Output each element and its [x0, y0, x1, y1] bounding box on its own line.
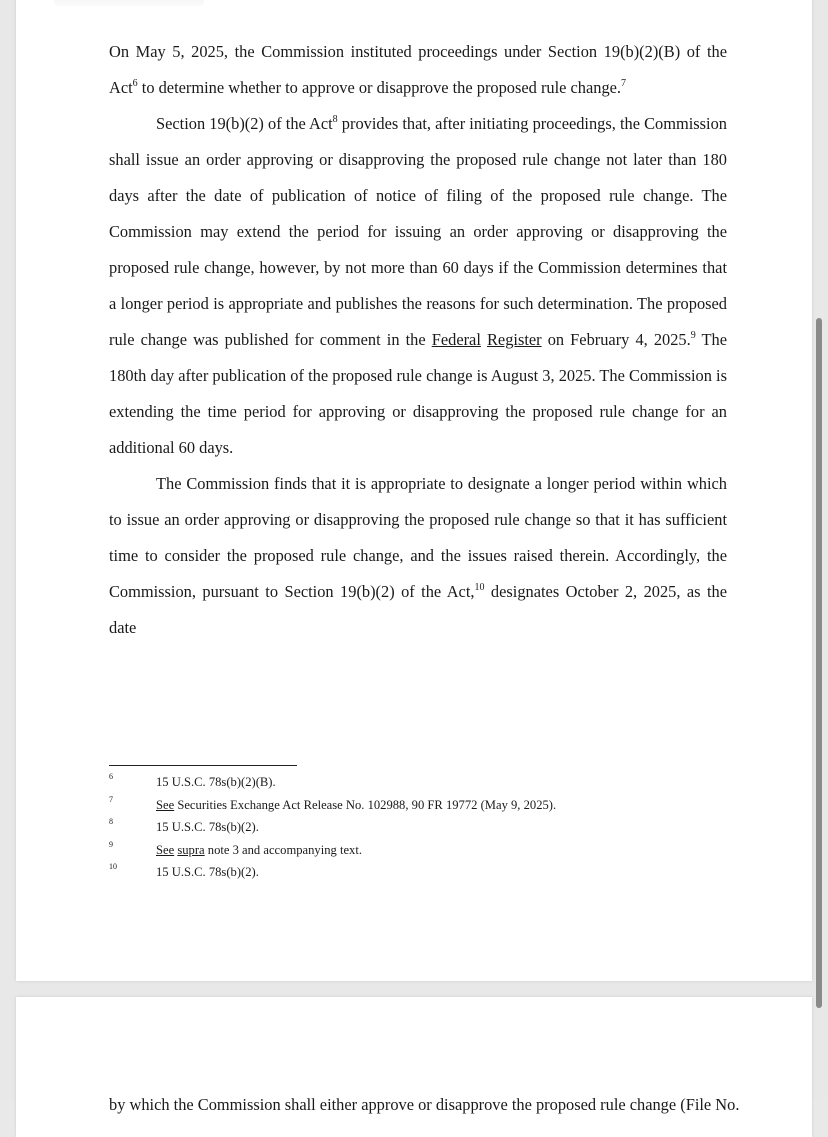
register-word: Register — [486, 330, 542, 349]
footnote-text: 15 U.S.C. 78s(b)(2)(B). — [156, 775, 276, 789]
text-run: note 3 and accompanying text. — [204, 842, 362, 857]
text-run: Securities Exchange Act Release No. 102988, 90 FR 19772 (May 9, 2025). — [174, 797, 557, 812]
text-run: to determine whether to approve or disapprove the proposed rule change. — [137, 78, 622, 97]
see-signal: See — [156, 842, 175, 857]
footnote-text: 15 U.S.C. 78s(b)(2). — [156, 865, 259, 880]
scrollbar-thumb[interactable] — [816, 318, 822, 1008]
footnotes — [109, 771, 749, 884]
text-run: The Commission finds that it is appropriate to designate a longer period within which to issue an order approving or disapproving the proposed rule change so that it has sufficient time to consider the proposed rule change, and the issues raised therein. Accordingly, the Commission, pursuant to Section 19(b)(2) of the Act, — [109, 474, 727, 601]
footnote-number: 6 — [109, 772, 113, 781]
text-run: Section 19(b)(2) of the Act — [156, 114, 333, 133]
next-document-page — [16, 997, 812, 1137]
text-run: on February 4, 2025. — [541, 330, 691, 349]
footnote-ref-10[interactable]: 10 — [474, 582, 485, 593]
footnote-ref-6[interactable]: 6 — [132, 78, 138, 89]
footnote-text — [156, 794, 556, 816]
footnote-ref-8[interactable]: 8 — [332, 114, 338, 125]
next-page-text: by which the Commission shall either approve or disapprove the proposed rule change (File No. — [109, 1095, 740, 1114]
text-run: provides that, after initiating proceedings, the Commission shall issue an order approving or disapproving the proposed rule change not later than 180 days after the date of publication of notice of filing of the proposed rule change. The Commission may extend the period for issuing an order approving or disapproving the proposed rule change, however, by not more than 60 days if the Commission determines that a longer period is appropriate and publishes the reasons for such determination. The proposed rule change was published for comment in the — [109, 114, 727, 349]
paragraph-3 — [109, 466, 727, 646]
footnote-text — [156, 839, 362, 861]
federal-word: Federal — [431, 330, 481, 349]
text-run: designates October 2, 2025, as the date — [109, 582, 727, 637]
document-page — [16, 0, 812, 981]
footnote-ref-7[interactable]: 7 — [621, 78, 627, 89]
footnote-7 — [109, 794, 749, 817]
footnote-9 — [109, 839, 749, 862]
text-run: The 180th day after publication of the proposed rule change is August 3, 2025. The Commission is extending the time period for approving or disapproving the proposed rule change for an additional 60 days. — [109, 330, 727, 457]
body-text — [109, 34, 727, 646]
text-run: On May 5, 2025, the Commission instituted proceedings under Section 19(b)(2)(B) of the Act — [109, 42, 727, 97]
footnote-number: 9 — [109, 839, 113, 849]
see-signal: See — [156, 797, 175, 812]
footnote-number: 7 — [109, 794, 113, 804]
footnote-number: 10 — [109, 862, 117, 872]
footnote-separator — [109, 765, 297, 766]
footnote-ref-9[interactable]: 9 — [690, 330, 696, 341]
footnote-8 — [109, 816, 749, 839]
paragraph-1 — [109, 34, 727, 106]
footnote-6 — [109, 771, 749, 794]
paragraph-2 — [109, 106, 727, 466]
page-header-area — [54, 0, 204, 6]
footnote-10 — [109, 861, 749, 884]
footnote-text: 15 U.S.C. 78s(b)(2). — [156, 820, 259, 835]
supra-signal: supra — [177, 842, 205, 857]
footnote-number: 8 — [109, 817, 113, 827]
